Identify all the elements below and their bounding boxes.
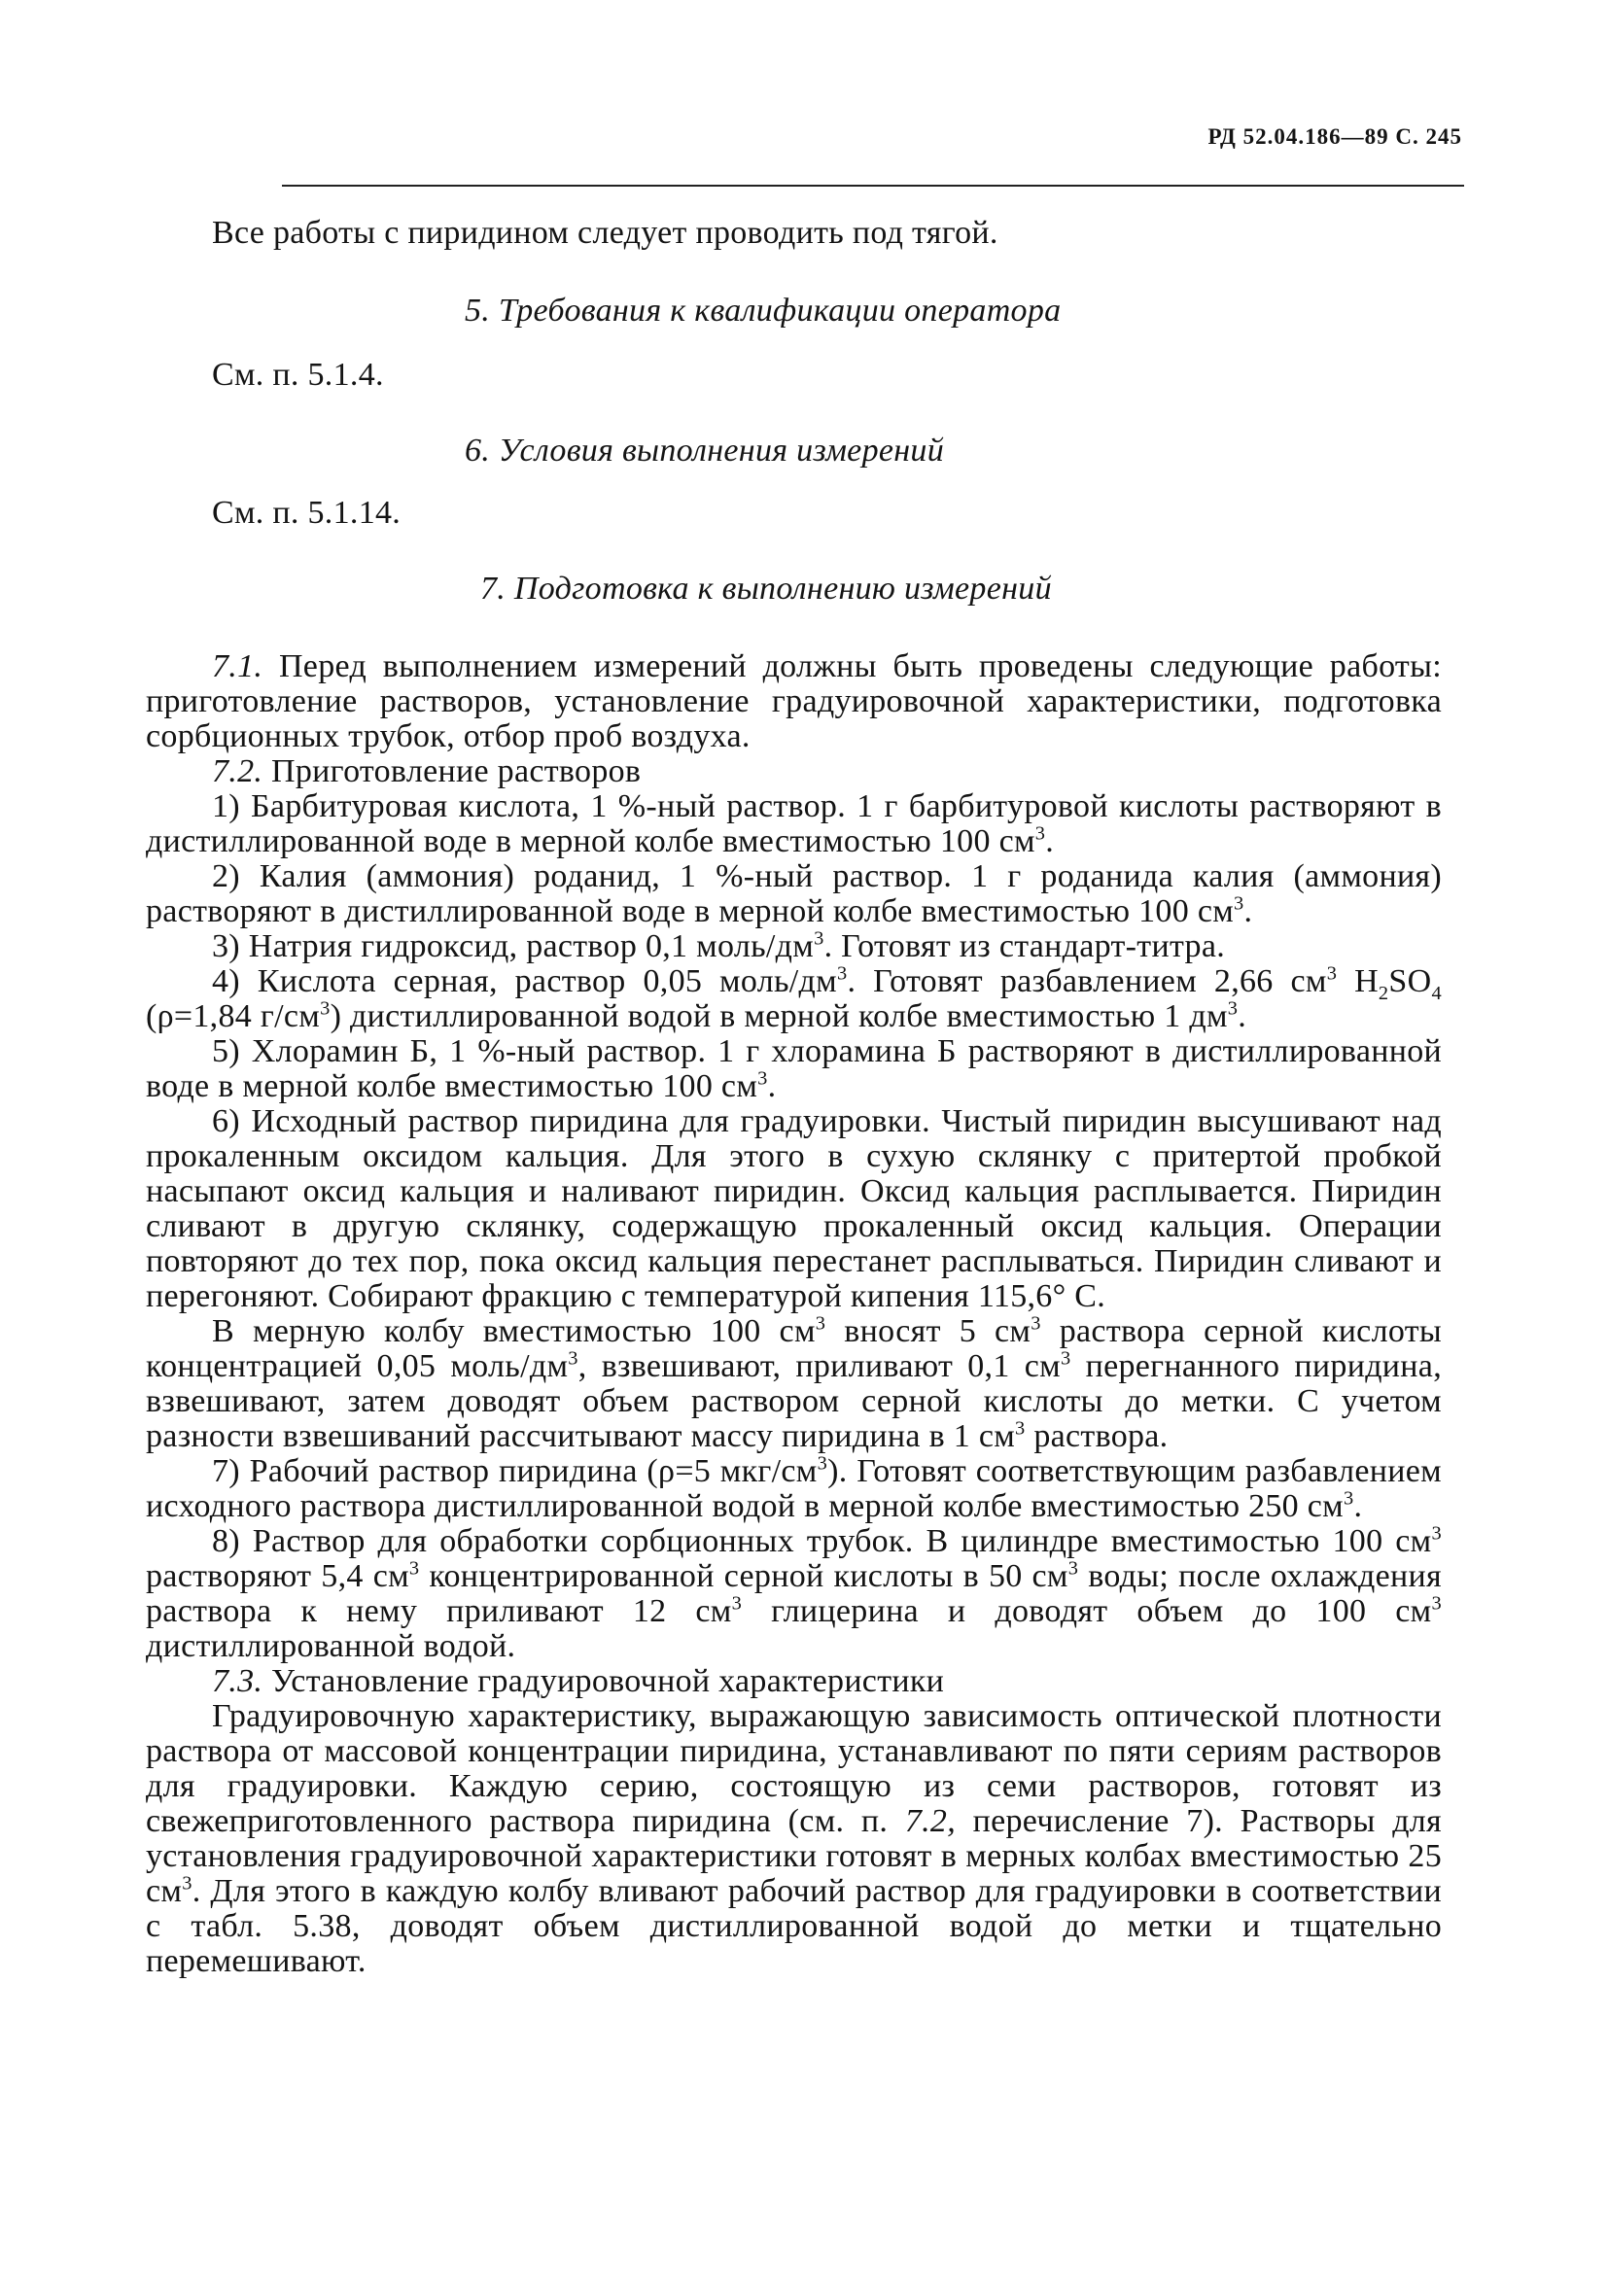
superscript: 3: [320, 997, 331, 1020]
item-text: вносят 5 см: [825, 1313, 1031, 1349]
list-item-8: [146, 1524, 1442, 1664]
superscript: 3: [1344, 1487, 1354, 1510]
punctuation: .: [1045, 823, 1055, 859]
paragraph-text: Перед выполнением измерений должны быть проведены следующие работы: приготовление растворов, установление градуировочной характеристики, подготовка сорбционных трубок, отбор проб воздуха.: [146, 648, 1442, 754]
paragraph-stock-solution: [146, 1314, 1442, 1454]
subscript: 2: [1378, 982, 1389, 1004]
paragraph-text: Приготовление растворов: [271, 753, 642, 789]
clause-reference: 7.2,: [904, 1803, 957, 1839]
item-text: 3) Натрия гидроксид, раствор 0,1 моль/дм: [212, 928, 815, 964]
clause-number: 7.1.: [212, 648, 263, 684]
list-item-4: [146, 964, 1442, 1034]
superscript: 3: [1431, 1592, 1442, 1615]
item-text: . Для этого в каждую колбу вливают рабочий раствор для градуировки в соответствии с табл. 5.38, доводят объем дистиллированной водой до метки и тщательно перемешивают.: [146, 1873, 1442, 1979]
item-text: H: [1337, 963, 1379, 999]
paragraph-calibration: [146, 1699, 1442, 1979]
section-5-text: См. п. 5.1.4.: [212, 357, 384, 393]
superscript: 3: [1234, 892, 1244, 915]
superscript: 3: [408, 1557, 420, 1580]
superscript: 3: [1060, 1347, 1071, 1370]
item-text: SO: [1388, 963, 1432, 999]
item-text: ). Готовят соответствующим разбавлением исходного раствора дистиллированной водой в мерной колбе вместимостью 250 см: [146, 1453, 1443, 1524]
list-item-2: [146, 859, 1442, 929]
item-text: раствора.: [1025, 1418, 1169, 1454]
superscript: 3: [1015, 1417, 1026, 1440]
superscript: 3: [836, 962, 848, 985]
paragraph-text: Установление градуировочной характеристики: [271, 1663, 945, 1699]
item-text: . Готовят из стандарт-титра.: [823, 928, 1226, 964]
item-text: 1) Барбитуровая кислота, 1 %-ный раствор. 1 г барбитуровой кислоты растворяют в дистиллированной воде в мерной колбе вместимостью 100 см: [146, 788, 1442, 859]
item-text: глицерина и доводят объем до 100 см: [742, 1593, 1432, 1629]
superscript: 3: [1031, 1312, 1041, 1335]
superscript: 3: [182, 1872, 192, 1895]
running-head: РД 52.04.186—89 С. 245: [1207, 124, 1462, 149]
item-text: воды; после охлаждения раствора к нему приливают 12 см: [146, 1558, 1442, 1629]
item-text: растворяют 5,4 см: [146, 1558, 409, 1594]
paragraph-7-2: [146, 754, 1442, 789]
clause-number: 7.2.: [212, 753, 263, 789]
item-text: , взвешивают, приливают 0,1 см: [577, 1348, 1061, 1384]
item-text: ) дистиллированной водой в мерной колбе вместимостью 1 дм: [330, 998, 1228, 1034]
punctuation: .: [1238, 998, 1247, 1034]
item-text: 6) Исходный раствор пиридина для градуировки. Чистый пиридин высушивают над прокаленным оксидом кальция. Для этого в сухую склянку с притертой пробкой насыпают оксид кальция и наливают пиридин. Оксид кальция расплывается. Пиридин сливают в другую склянку, содержащую прокаленный оксид кальция. Операции повторяют до тех пор, пока оксид кальция перестанет расплываться. Пиридин сливают и перегоняют. Собирают фракцию с температурой кипения 115,6° С.: [146, 1103, 1442, 1314]
list-item-3: [146, 929, 1442, 964]
list-item-1: [146, 789, 1442, 859]
superscript: 3: [731, 1592, 743, 1615]
section-5-title: 5. Требования к квалификации оператора: [465, 293, 1062, 329]
item-text: Градуировочную характеристику, выражающую зависимость оптической плотности раствора от массовой концентрации пиридина, устанавливают по пяти сериям растворов для градуировки. Каждую серию, состоящую из семи растворов, готовят из свежеприготовленного раствора пиридина (см. п.: [146, 1698, 1442, 1839]
item-text: 2) Калия (аммония) роданид, 1 %-ный раствор. 1 г роданида калия (аммония) растворяют в дистиллированной воде в мерной колбе вместимостью 100 см: [146, 858, 1442, 929]
item-text: В мерную колбу вместимостью 100 см: [212, 1313, 816, 1349]
superscript: 3: [1431, 1522, 1442, 1545]
superscript: 3: [1227, 997, 1239, 1020]
item-text: 4) Кислота серная, раствор 0,05 моль/дм: [212, 963, 837, 999]
section-7-body: [146, 649, 1442, 1979]
item-text: (ρ=1,84 г/см: [146, 998, 321, 1034]
item-text: раствора серной кислоты концентрацией 0,05 моль/дм: [146, 1313, 1442, 1384]
punctuation: .: [1243, 893, 1253, 929]
section-6-title: 6. Условия выполнения измерений: [465, 433, 945, 469]
header-rule: [282, 185, 1464, 187]
superscript: 3: [815, 1312, 826, 1335]
section-6-text: См. п. 5.1.14.: [212, 495, 402, 531]
top-paragraph: Все работы с пиридином следует проводить под тягой.: [212, 215, 998, 251]
list-item-7: [146, 1454, 1442, 1524]
item-text: . Готовят разбавлением 2,66 см: [847, 963, 1327, 999]
punctuation: .: [767, 1068, 777, 1104]
list-item-6: [146, 1104, 1442, 1314]
superscript: 3: [568, 1347, 578, 1370]
item-text: 7) Рабочий раствор пиридина (ρ=5 мкг/см: [212, 1453, 818, 1489]
paragraph-7-3: [146, 1664, 1442, 1699]
superscript: 3: [1326, 962, 1338, 985]
item-text: дистиллированной водой.: [146, 1628, 516, 1664]
subscript: 4: [1431, 982, 1442, 1004]
superscript: 3: [1034, 822, 1046, 845]
paragraph-7-1: [146, 649, 1442, 754]
clause-number: 7.3.: [212, 1663, 263, 1699]
superscript: 3: [1067, 1557, 1079, 1580]
punctuation: .: [1353, 1488, 1363, 1524]
list-item-5: [146, 1034, 1442, 1104]
superscript: 3: [757, 1067, 768, 1090]
item-text: 8) Раствор для обработки сорбционных трубок. В цилиндре вместимостью 100 см: [212, 1523, 1432, 1559]
item-text: 5) Хлорамин Б, 1 %-ный раствор. 1 г хлорамина Б растворяют в дистиллированной воде в мерной колбе вместимостью 100 см: [146, 1033, 1442, 1104]
item-text: перегнанного пиридина, взвешивают, затем доводят объем раствором серной кислоты до метки. С учетом разности взвешиваний рассчитывают массу пиридина в 1 см: [146, 1348, 1442, 1454]
section-7-title: 7. Подготовка к выполнению измерений: [480, 571, 1052, 607]
superscript: 3: [814, 927, 824, 950]
item-text: концентрированной серной кислоты в 50 см: [419, 1558, 1068, 1594]
superscript: 3: [817, 1452, 828, 1475]
item-text: перечисление 7). Растворы для установления градуировочной характеристики готовят в мерных колбах вместимостью 25 см: [146, 1803, 1442, 1909]
